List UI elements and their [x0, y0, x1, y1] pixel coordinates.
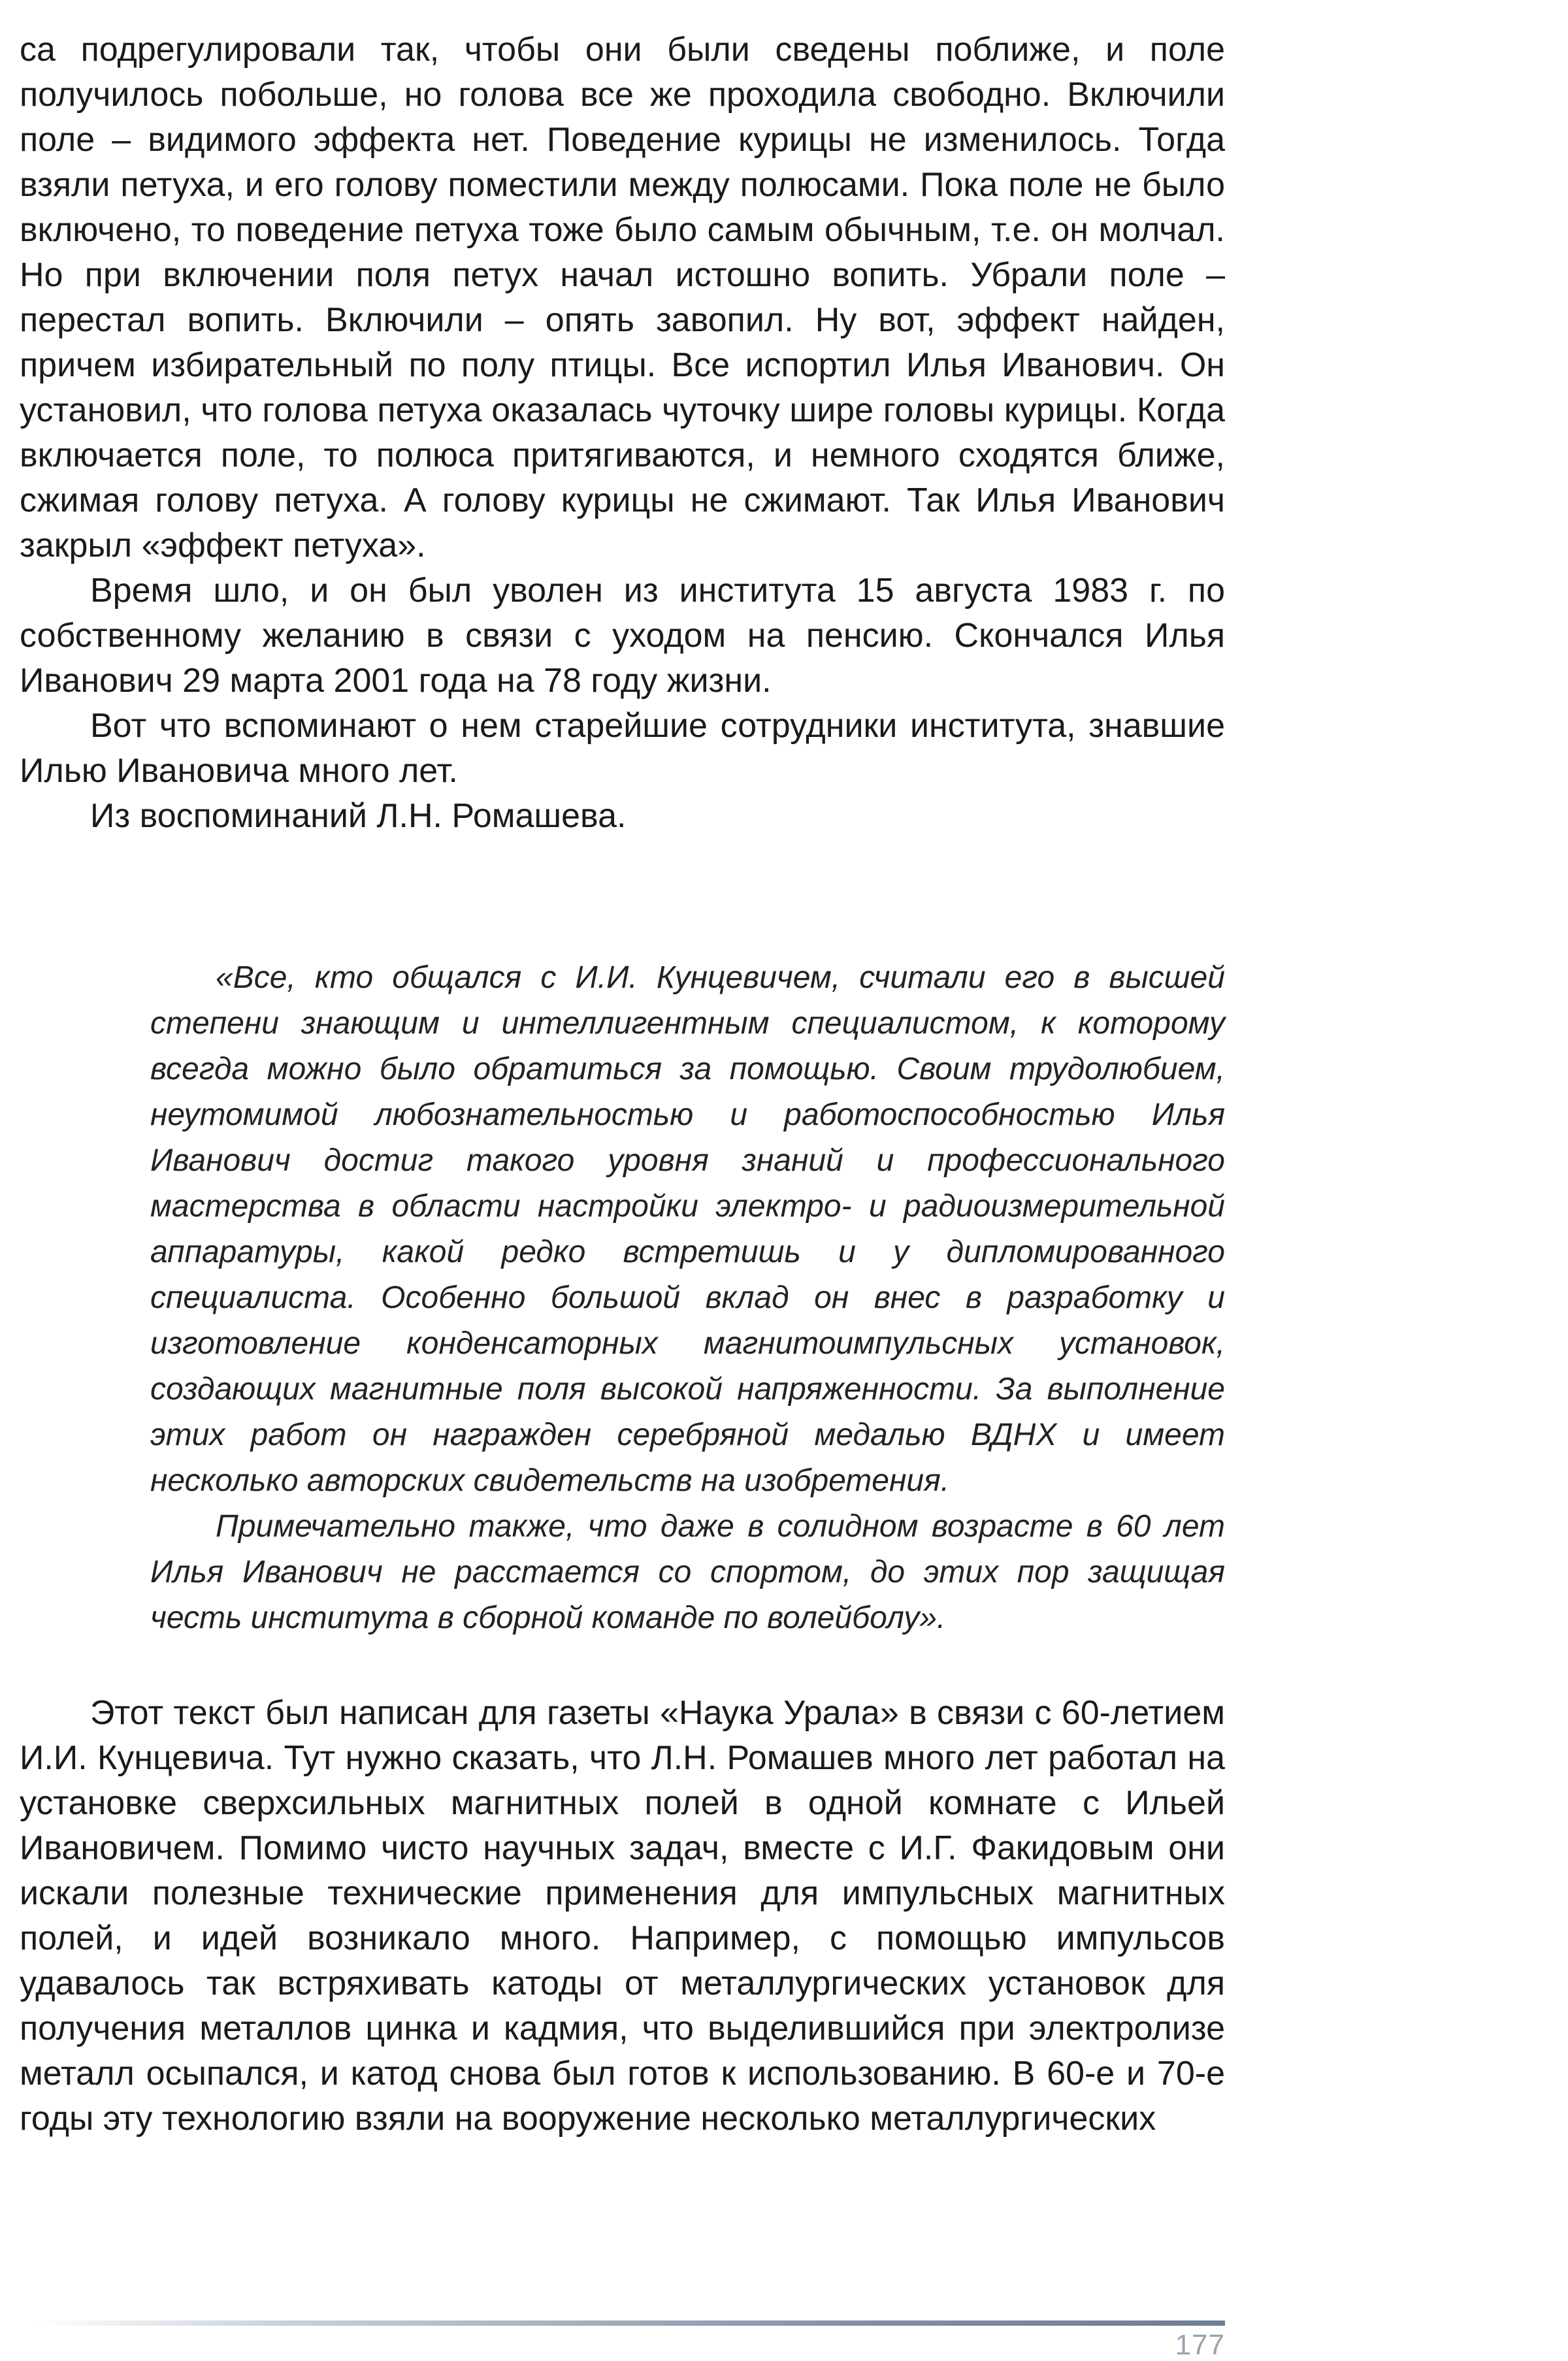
paragraph-dismissal: Время шло, и он был уволен из института 15 августа 1983 г. по собственному желанию в связи с уходом на пенсию. Скончался Илья Иванович 29 марта 2001 года на 78 году жизни. [20, 572, 1225, 700]
top-text-block [20, 27, 1225, 839]
footer-rule [36, 2320, 1225, 2326]
quote-paragraph: Примечательно также, что даже в солидном возрасте в 60 лет Илья Иванович не расстается со спортом, до этих пор защищая честь института в сборной команде по волейболу». [150, 1509, 1225, 1635]
memoir-quote [150, 955, 1225, 1641]
page-number: 177 [1175, 2329, 1225, 2361]
paragraph-memoir-source: Из воспоминаний Л.Н. Ромашева. [90, 797, 627, 835]
quote-paragraph: «Все, кто общался с И.И. Кунцевичем, считали его в высшей степени знающим и интеллигентным специалистом, к которому всегда можно было обратиться за помощью. Своим трудолюбием, неутомимой любознательностью и работоспособностью Илья Иванович достиг такого уровня знаний и профессионального мастерства в области настройки электро- и радиоизмерительной аппаратуры, какой редко встретишь и у дипломированного специалиста. Особенно большой вклад он внес в разработку и изготовление конденсаторных магнитоимпульсных установок, создающих магнитные поля высокой напряженности. За выполнение этих работ он награжден серебряной медалью ВДНХ и имеет несколько авторских свидетельств на изобретения. [150, 960, 1225, 1498]
paragraph-continued: са подрегулировали так, чтобы они были сведены поближе, и поле получилось побольше, но голова все же проходила свободно. Включили поле – видимого эффекта нет. Поведение курицы не изменилось. Тогда взяли петуха, и его голову поместили между полюсами. Пока поле не было включено, то поведение петуха тоже было самым обычным, т.е. он молчал. Но при включении поля петух начал истошно вопить. Убрали поле – перестал вопить. Включили – опять завопил. Ну вот, эффект найден, причем избирательный по полу птицы. Все испортил Илья Иванович. Он установил, что голова петуха оказалась чуточку шире головы курицы. Когда включается поле, то полюса притягиваются, и немного сходятся ближе, сжимая голову петуха. А голову курицы не сжимают. Так Илья Иванович закрыл «эффект петуха». [20, 31, 1225, 564]
paragraph-nauka-urala: Этот текст был написан для газеты «Наука Урала» в связи с 60-летием И.И. Кунцевича. Тут нужно сказать, что Л.Н. Ромашев много лет работал на установке сверхсильных магнитных полей в одной комнате с Ильей Ивановичем. Помимо чисто научных задач, вместе с И.Г. Факидовым они искали полезные технические применения для импульсных магнитных полей, и идей возникало много. Например, с помощью импульсов удавалось так встряхивать катоды от металлургических установок для получения металлов цинка и кадмия, что выделившийся при электролизе металл осыпался, и катод снова был готов к использованию. В 60-е и 70-е годы эту технологию взяли на вооружение несколько металлургических [20, 1694, 1225, 2138]
paragraph-colleagues: Вот что вспоминают о нем старейшие сотрудники института, знавшие Илью Ивановича много лет. [20, 707, 1225, 790]
bottom-text-block [20, 1691, 1225, 2141]
